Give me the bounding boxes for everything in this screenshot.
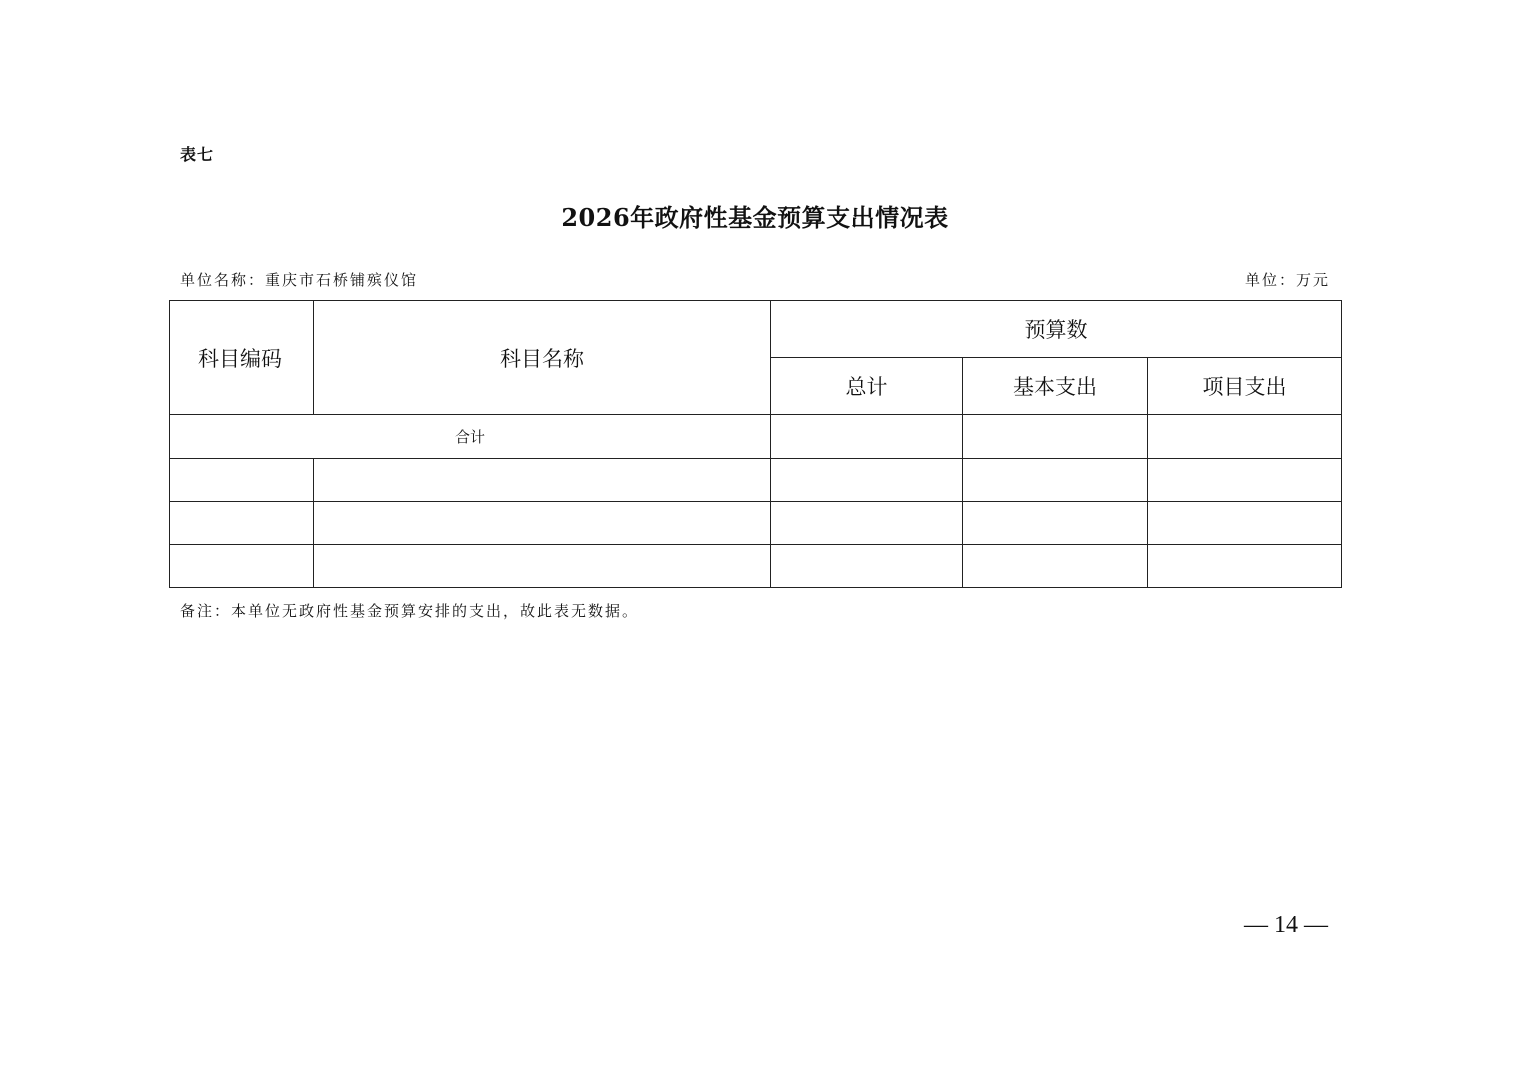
total-row-basic bbox=[963, 415, 1148, 459]
total-row bbox=[170, 415, 1342, 459]
remark-note: 备注：本单位无政府性基金预算安排的支出，故此表无数据。 bbox=[180, 602, 640, 620]
table-row bbox=[170, 502, 1342, 545]
header-total: 总计 bbox=[771, 358, 963, 415]
table-row bbox=[170, 545, 1342, 588]
cell-code bbox=[170, 545, 314, 588]
cell-name bbox=[314, 545, 771, 588]
total-row-label: 合计 bbox=[170, 415, 771, 459]
cell-project bbox=[1148, 502, 1342, 545]
total-row-total bbox=[771, 415, 963, 459]
unit-label: 单位：万元 bbox=[1244, 271, 1330, 289]
cell-name bbox=[314, 502, 771, 545]
budget-table bbox=[169, 300, 1342, 588]
cell-total bbox=[771, 459, 963, 502]
cell-project bbox=[1148, 545, 1342, 588]
cell-name bbox=[314, 459, 771, 502]
page-number: — 14 — bbox=[1244, 912, 1328, 938]
cell-project bbox=[1148, 459, 1342, 502]
header-subject-code: 科目编码 bbox=[170, 301, 314, 415]
cell-basic bbox=[963, 459, 1148, 502]
cell-basic bbox=[963, 502, 1148, 545]
meta-row bbox=[180, 269, 1330, 291]
total-row-project bbox=[1148, 415, 1342, 459]
document-title: 2026年政府性基金预算支出情况表 bbox=[561, 203, 949, 232]
cell-basic bbox=[963, 545, 1148, 588]
header-project-expenditure: 项目支出 bbox=[1148, 358, 1342, 415]
header-budget-number: 预算数 bbox=[771, 301, 1342, 358]
cell-total bbox=[771, 545, 963, 588]
header-subject-name: 科目名称 bbox=[314, 301, 771, 415]
unit-name: 单位名称：重庆市石桥铺殡仪馆 bbox=[180, 271, 419, 289]
table-row bbox=[170, 459, 1342, 502]
cell-code bbox=[170, 502, 314, 545]
cell-code bbox=[170, 459, 314, 502]
table-label: 表七 bbox=[180, 145, 215, 164]
cell-total bbox=[771, 502, 963, 545]
header-basic-expenditure: 基本支出 bbox=[963, 358, 1148, 415]
